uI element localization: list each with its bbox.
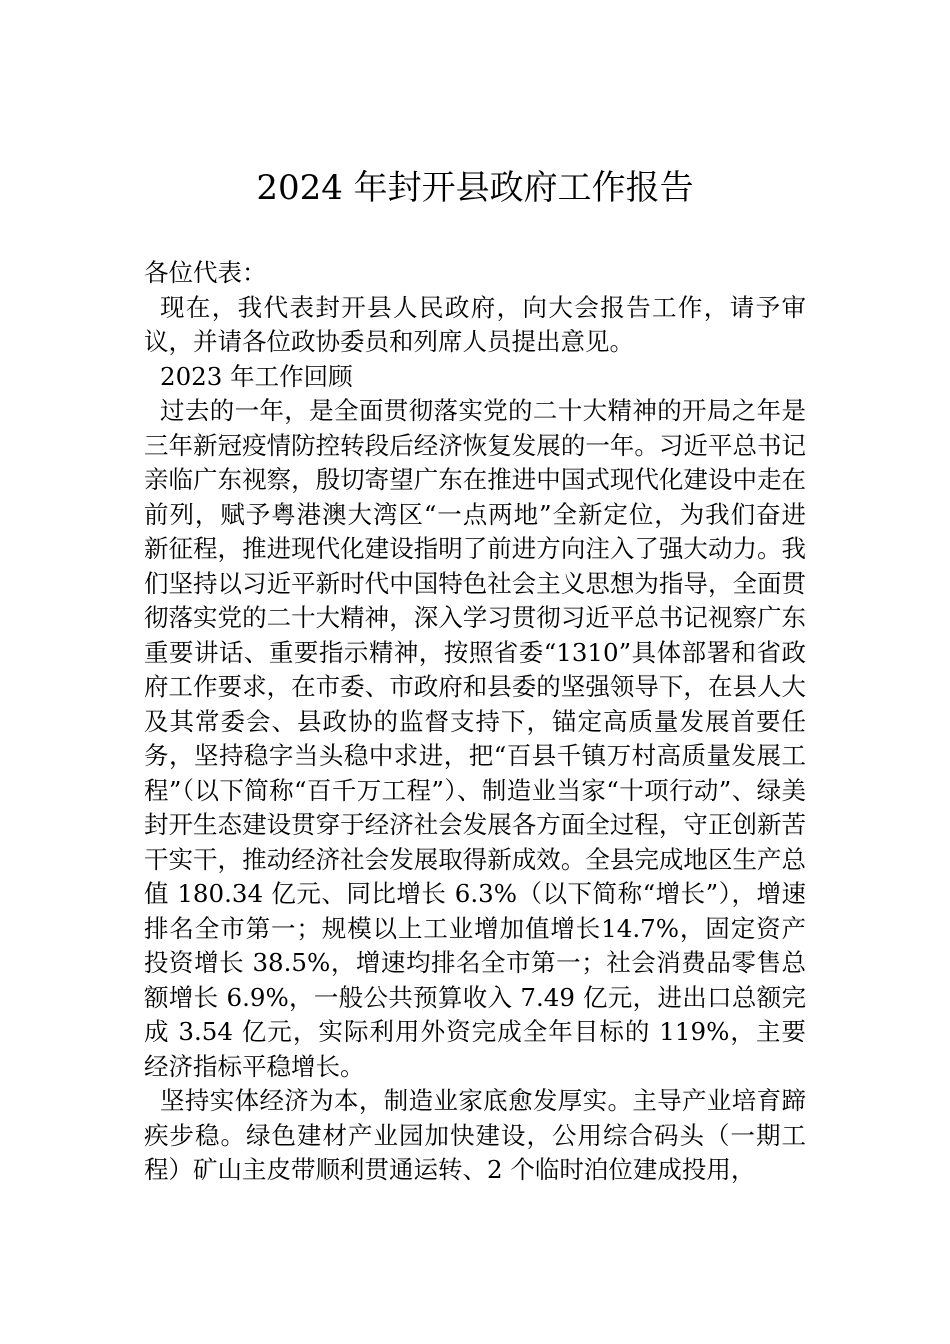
review-paragraph: 过去的一年，是全面贯彻落实党的二十大精神的开局之年是三年新冠疫情防控转段后经济恢复发展的一年。习近平总书记亲临广东视察，殷切寄望广东在推进中国式现代化建设中走在前列，赋予粤港澳大湾区“一点两地”全新定位，为我们奋进新征程，推进现代化建设指明了前进方向注入了强大动力。我们坚持以习近平新时代中国特色社会主义思想为指导，全面贯彻落实党的二十大精神，深入学习贯彻习近平总书记视察广东重要讲话、重要指示精神，按照省委“1310”具体部署和省政府工作要求，在市委、市政府和县委的坚强领导下，在县人大及其常委会、县政协的监督支持下，锚定高质量发展首要任务，坚持稳字当头稳中求进，把“百县千镇万村高质量发展工程”（以下简称“百千万工程”）、制造业当家“十项行动”、绿美封开生态建设贯穿于经济社会发展各方面全过程，守正创新苦干实干，推动经济社会发展取得新成效。全县完成地区生产总值 180.34 亿元、同比增长 6.3%（以下简称“增长”），增速排名全市第一；规模以上工业增加值增长14.7%，固定资产投资增长 38.5%，增速均排名全市第一；社会消费品零售总额增长 6.9%，一般公共预算收入 7.49 亿元，进出口总额完成 3.54 亿元，实际利用外资完成全年目标的 119%，主要经济指标平稳增长。 (144, 396, 806, 1081)
document-title: 2024 年封开县政府工作报告 (256, 168, 694, 208)
salutation: 各位代表： (144, 258, 267, 287)
section-heading: 2023 年工作回顾 (160, 361, 353, 391)
document-body (144, 256, 806, 1188)
intro-paragraph: 现在，我代表封开县人民政府，向大会报告工作，请予审议，并请各位政协委员和列席人员提出意见。 (144, 292, 806, 356)
economy-paragraph: 坚持实体经济为本，制造业家底愈发厚实。主导产业培育蹄疾步稳。绿色建材产业园加快建设，公用综合码头（一期工程）矿山主皮带顺利贯通运转、2 个临时泊位建成投用， (144, 1086, 806, 1184)
